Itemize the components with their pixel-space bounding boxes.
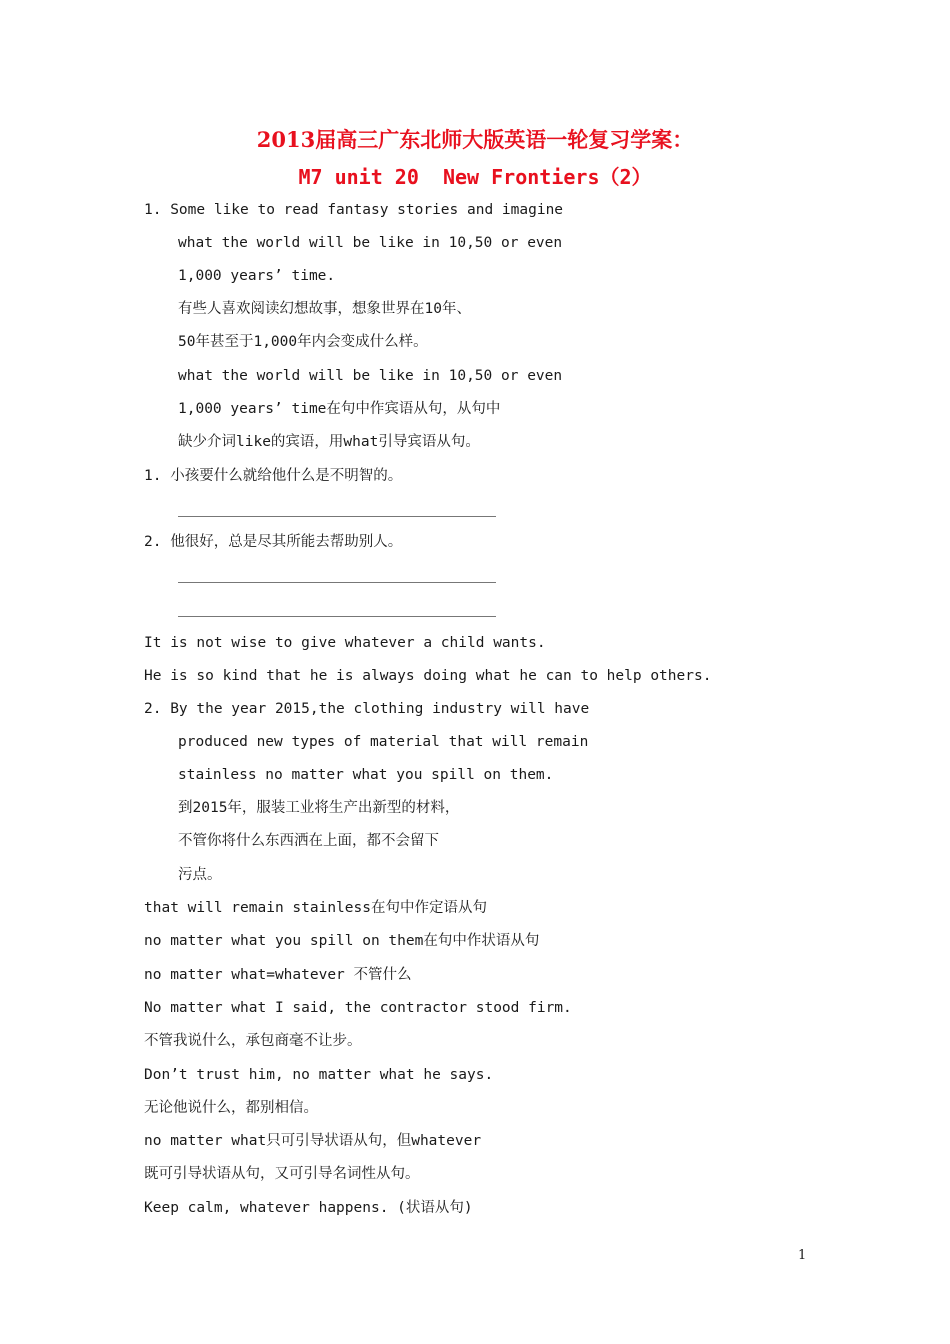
answer-line: He is so kind that he is always doing what he can to help others. (144, 668, 712, 684)
text-line: no matter what=whatever 不管什么 (144, 967, 412, 983)
exercise-item: 2. 他很好，总是尽其所能去帮助别人。 (144, 534, 403, 550)
text-line: 50年甚至于1,000年内会变成什么样。 (178, 334, 428, 350)
text-line: produced new types of material that will remain (178, 734, 589, 750)
document-title: 2013届高三广东北师大版英语一轮复习学案： (256, 127, 694, 152)
text-line: 污点。 (178, 867, 222, 883)
text-line: stainless no matter what you spill on them. (178, 767, 554, 783)
text-line: 到2015年，服装工业将生产出新型的材料， (178, 800, 460, 816)
text-line: No matter what I said, the contractor stood firm. (144, 1000, 572, 1016)
answer-blank[interactable] (178, 616, 496, 617)
text-line: 1,000 years’ time. (178, 268, 336, 284)
text-line: that will remain stainless在句中作定语从句 (144, 900, 487, 916)
text-line: 不管我说什么，承包商毫不让步。 (144, 1033, 362, 1049)
text-line: 有些人喜欢阅读幻想故事，想象世界在10年、 (178, 301, 471, 317)
text-line: Keep calm, whatever happens. (状语从句) (144, 1200, 473, 1216)
text-line: what the world will be like in 10,50 or even (178, 235, 563, 251)
text-line: 无论他说什么，都别相信。 (144, 1100, 318, 1116)
text-line: no matter what you spill on them在句中作状语从句 (144, 933, 540, 949)
text-line: what the world will be like in 10,50 or even (178, 368, 563, 384)
exercise-item: 1. 小孩要什么就给他什么是不明智的。 (144, 468, 403, 484)
text-line: no matter what只可引导状语从句，但whatever (144, 1133, 482, 1149)
text-line: 不管你将什么东西洒在上面，都不会留下 (178, 833, 439, 849)
answer-blank[interactable] (178, 516, 496, 517)
text-line: 缺少介词like的宾语，用what引导宾语从句。 (178, 434, 480, 450)
answer-line: It is not wise to give whatever a child wants. (144, 635, 546, 651)
text-line: Don’t trust him, no matter what he says. (144, 1067, 494, 1083)
document-subtitle: M7 unit 20 New Frontiers（2） (298, 165, 652, 189)
text-line: 2. By the year 2015,the clothing industry will have (144, 701, 590, 717)
text-line: 1,000 years’ time在句中作宾语从句，从句中 (178, 401, 501, 417)
answer-blank[interactable] (178, 582, 496, 583)
text-line: 1. Some like to read fantasy stories and imagine (144, 202, 564, 218)
page-number: 1 (798, 1248, 807, 1263)
text-line: 既可引导状语从句，又可引导名词性从句。 (144, 1166, 420, 1182)
